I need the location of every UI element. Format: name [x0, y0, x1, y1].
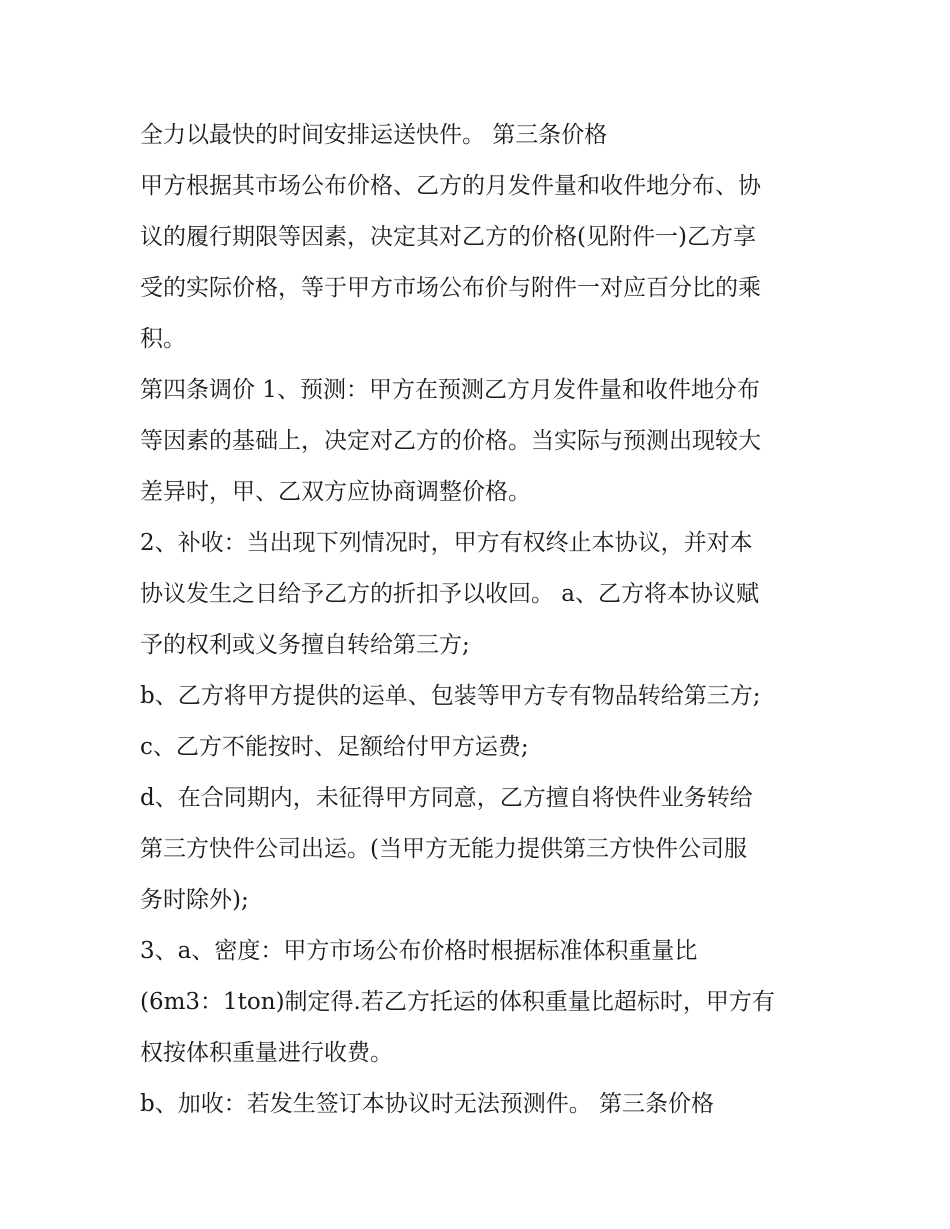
text-line: b、加收：若发生签订本协议时无法预测件。 第三条价格: [140, 1091, 715, 1117]
text-line: 第三方快件公司出运。(当甲方无能力提供第三方快件公司服: [140, 836, 747, 862]
text-line: 务时除外);: [140, 887, 249, 913]
text-line: (6m3：1ton)制定得.若乙方托运的体积重量比超标时，甲方有: [140, 989, 775, 1015]
paragraph-2: [140, 161, 830, 365]
paragraph-1: [140, 110, 830, 161]
text-line: b、乙方将甲方提供的运单、包装等甲方专有物品转给第三方;: [140, 683, 761, 709]
paragraph-6: [140, 722, 830, 773]
text-line: 甲方根据其市场公布价格、乙方的月发件量和收件地分布、协: [140, 173, 761, 199]
paragraph-8: [140, 926, 830, 1079]
paragraph-9: [140, 1079, 830, 1130]
text-line: 3、a、密度：甲方市场公布价格时根据标准体积重量比: [140, 938, 698, 964]
paragraph-7: [140, 773, 830, 926]
text-line: 差异时，甲、乙双方应协商调整价格。: [140, 479, 531, 505]
text-line: c、乙方不能按时、足额给付甲方运费;: [140, 734, 529, 760]
text-line: 积。: [140, 326, 186, 352]
text-line: 协议发生之日给予乙方的折扣予以收回。 a、乙方将本协议赋: [140, 581, 760, 607]
paragraph-3: [140, 365, 830, 518]
text-line: 等因素的基础上，决定对乙方的价格。当实际与预测出现较大: [140, 428, 761, 454]
text-line: 第四条调价 1、预测：甲方在预测乙方月发件量和收件地分布: [140, 377, 760, 403]
text-line: 权按体积重量进行收费。: [140, 1040, 393, 1066]
paragraph-4: [140, 518, 830, 671]
text-line: d、在合同期内，未征得甲方同意，乙方擅自将快件业务转给: [140, 785, 753, 811]
text-line: 议的履行期限等因素，决定其对乙方的价格(见附件一)乙方享: [140, 224, 756, 250]
text-line: 受的实际价格，等于甲方市场公布价与附件一对应百分比的乘: [140, 275, 761, 301]
document-body: [140, 110, 830, 1130]
text-line: 全力以最快的时间安排运送快件。 第三条价格: [140, 122, 608, 148]
paragraph-5: [140, 671, 830, 722]
text-line: 2、补收：当出现下列情况时，甲方有权终止本协议，并对本: [140, 530, 753, 556]
text-line: 予的权利或义务擅自转给第三方;: [140, 632, 470, 658]
